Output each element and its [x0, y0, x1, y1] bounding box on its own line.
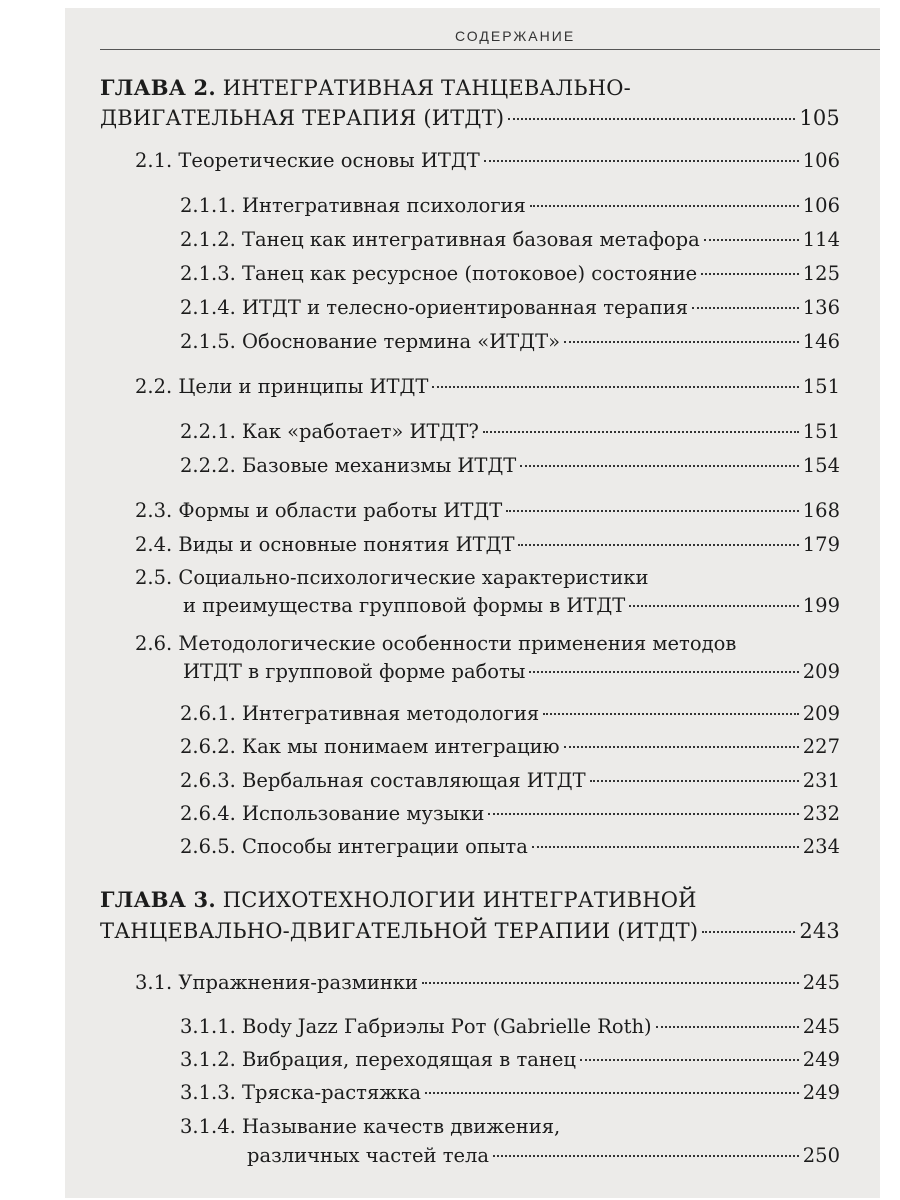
entry-title: 3.1. Упражнения-разминки — [135, 971, 419, 994]
dot-leader — [530, 205, 799, 207]
header-rule — [100, 49, 880, 50]
toc-entry-chapter-2[interactable] — [100, 106, 840, 130]
entry-title-line2: ИТДТ в групповой форме работы — [183, 660, 526, 683]
page-number: 250 — [802, 1144, 840, 1167]
chapter-2-label: ГЛАВА 2. — [100, 75, 216, 100]
page-number: 199 — [802, 594, 840, 617]
page-number: 168 — [802, 499, 840, 522]
page-number: 234 — [802, 835, 840, 858]
toc-entry-3-1-3[interactable] — [180, 1081, 840, 1105]
dot-leader — [488, 813, 798, 815]
entry-title-line2: и преимущества групповой формы в ИТДТ — [183, 594, 626, 617]
toc-entry-2-6-2[interactable] — [180, 735, 840, 759]
entry-title: 2.1.2. Танец как интегративная базовая метафора — [180, 228, 700, 251]
toc-entry-2-5[interactable] — [183, 594, 840, 618]
dot-leader — [704, 239, 799, 241]
dot-leader — [422, 982, 799, 984]
entry-title: 2.2.1. Как «работает» ИТДТ? — [180, 420, 479, 443]
page-number: 243 — [799, 919, 840, 943]
dot-leader — [702, 931, 795, 933]
dot-leader — [425, 1092, 799, 1094]
chapter-2-title-line2: ДВИГАТЕЛЬНАЯ ТЕРАПИЯ (ИТДТ) — [100, 106, 505, 130]
dot-leader — [508, 118, 795, 120]
dot-leader — [432, 386, 798, 388]
running-head: СОДЕРЖАНИЕ — [455, 28, 576, 44]
toc-entry-3-1-4[interactable] — [247, 1144, 840, 1168]
dot-leader — [564, 341, 799, 343]
toc-entry-2-6-line1: 2.6. Методологические особенности применения методов — [135, 632, 737, 655]
dot-leader — [493, 1155, 799, 1157]
toc-entry-2-2-2[interactable] — [180, 454, 840, 478]
dot-leader — [656, 1026, 799, 1028]
entry-title: 2.4. Виды и основные понятия ИТДТ — [135, 533, 515, 556]
entry-title: 2.6.2. Как мы понимаем интеграцию — [180, 735, 560, 758]
book-page — [65, 8, 880, 1198]
entry-title: 2.6.3. Вербальная составляющая ИТДТ — [180, 769, 586, 792]
entry-title: 2.2. Цели и принципы ИТДТ — [135, 375, 429, 398]
entry-title: 3.1.1. Body Jazz Габриэлы Рот (Gabrielle Roth) — [180, 1015, 652, 1038]
entry-title: 2.6.4. Использование музыки — [180, 802, 485, 825]
page-number: 227 — [802, 735, 840, 758]
dot-leader — [701, 273, 799, 275]
dot-leader — [483, 431, 799, 433]
entry-title: 2.1.3. Танец как ресурсное (потоковое) состояние — [180, 262, 698, 285]
dot-leader — [543, 713, 799, 715]
chapter-2-title-line1: ИНТЕГРАТИВНАЯ ТАНЦЕВАЛЬНО- — [222, 76, 631, 100]
toc-entry-3-1-4-line1: 3.1.4. Называние качеств движения, — [180, 1115, 561, 1138]
toc-entry-2-4[interactable] — [135, 533, 840, 557]
toc-entry-3-1[interactable] — [135, 971, 840, 995]
entry-title: 2.2.2. Базовые механизмы ИТДТ — [180, 454, 517, 477]
dot-leader — [484, 160, 799, 162]
toc-entry-2-2-1[interactable] — [180, 420, 840, 444]
toc-entry-chapter-3[interactable] — [100, 919, 840, 943]
page-number: 146 — [802, 330, 840, 353]
entry-title: 2.3. Формы и области работы ИТДТ — [135, 499, 503, 522]
dot-leader — [629, 605, 798, 607]
page-number: 106 — [802, 149, 840, 172]
page-number: 232 — [802, 802, 840, 825]
entry-title-line2: различных частей тела — [247, 1144, 490, 1167]
toc-entry-2-1-5[interactable] — [180, 330, 840, 354]
entry-title: 2.6.5. Способы интеграции опыта — [180, 835, 528, 858]
dot-leader — [564, 746, 799, 748]
chapter-3-heading-line1 — [100, 888, 697, 912]
toc-entry-2-1-1[interactable] — [180, 194, 840, 218]
entry-title: 2.1. Теоретические основы ИТДТ — [135, 149, 480, 172]
page-number: 106 — [802, 194, 840, 217]
dot-leader — [580, 1059, 799, 1061]
dot-leader — [692, 307, 799, 309]
page-number: 105 — [799, 106, 840, 130]
page-number: 154 — [802, 454, 840, 477]
page-number: 209 — [802, 702, 840, 725]
dot-leader — [520, 465, 798, 467]
entry-title: 2.6.1. Интегративная методология — [180, 702, 540, 725]
entry-title: 2.1.5. Обоснование термина «ИТДТ» — [180, 330, 561, 353]
dot-leader — [529, 671, 798, 673]
entry-title: 2.1.1. Интегративная психология — [180, 194, 526, 217]
chapter-2-heading-line1 — [100, 76, 631, 100]
toc-entry-2-6-5[interactable] — [180, 835, 840, 859]
chapter-3-title-line1: ПСИХОТЕХНОЛОГИИ ИНТЕГРАТИВНОЙ — [222, 888, 697, 912]
page-number: 151 — [802, 420, 840, 443]
page-number: 209 — [802, 660, 840, 683]
page-number: 249 — [802, 1048, 840, 1071]
dot-leader — [532, 846, 799, 848]
chapter-3-label: ГЛАВА 3. — [100, 887, 216, 912]
toc-entry-2-1-2[interactable] — [180, 228, 840, 252]
toc-entry-2-6-1[interactable] — [180, 702, 840, 726]
toc-entry-2-3[interactable] — [135, 499, 840, 523]
page-number: 249 — [802, 1081, 840, 1104]
page-number: 231 — [802, 769, 840, 792]
dot-leader — [518, 544, 798, 546]
toc-entry-2-6-4[interactable] — [180, 802, 840, 826]
entry-title: 3.1.2. Вибрация, переходящая в танец — [180, 1048, 576, 1071]
entry-title: 2.1.4. ИТДТ и телесно-ориентированная терапия — [180, 296, 688, 319]
dot-leader — [506, 510, 799, 512]
chapter-3-title-line2: ТАНЦЕВАЛЬНО-ДВИГАТЕЛЬНОЙ ТЕРАПИИ (ИТДТ) — [100, 919, 699, 943]
toc-entry-2-6-3[interactable] — [180, 769, 840, 793]
toc-entry-2-1[interactable] — [135, 149, 840, 173]
toc-entry-2-1-3[interactable] — [180, 262, 840, 286]
page-number: 151 — [802, 375, 840, 398]
page-number: 114 — [802, 228, 840, 251]
toc-entry-3-1-1[interactable] — [180, 1015, 840, 1039]
page-number: 125 — [802, 262, 840, 285]
toc-entry-2-6[interactable] — [183, 660, 840, 684]
page-number: 136 — [802, 296, 840, 319]
page-number: 245 — [802, 971, 840, 994]
toc-entry-2-1-4[interactable] — [180, 296, 840, 320]
page-number: 245 — [802, 1015, 840, 1038]
page-number: 179 — [802, 533, 840, 556]
toc-entry-2-2[interactable] — [135, 375, 840, 399]
toc-entry-3-1-2[interactable] — [180, 1048, 840, 1072]
entry-title: 3.1.3. Тряска-растяжка — [180, 1081, 421, 1104]
dot-leader — [590, 780, 799, 782]
toc-entry-2-5-line1: 2.5. Социально-психологические характеристики — [135, 566, 649, 589]
